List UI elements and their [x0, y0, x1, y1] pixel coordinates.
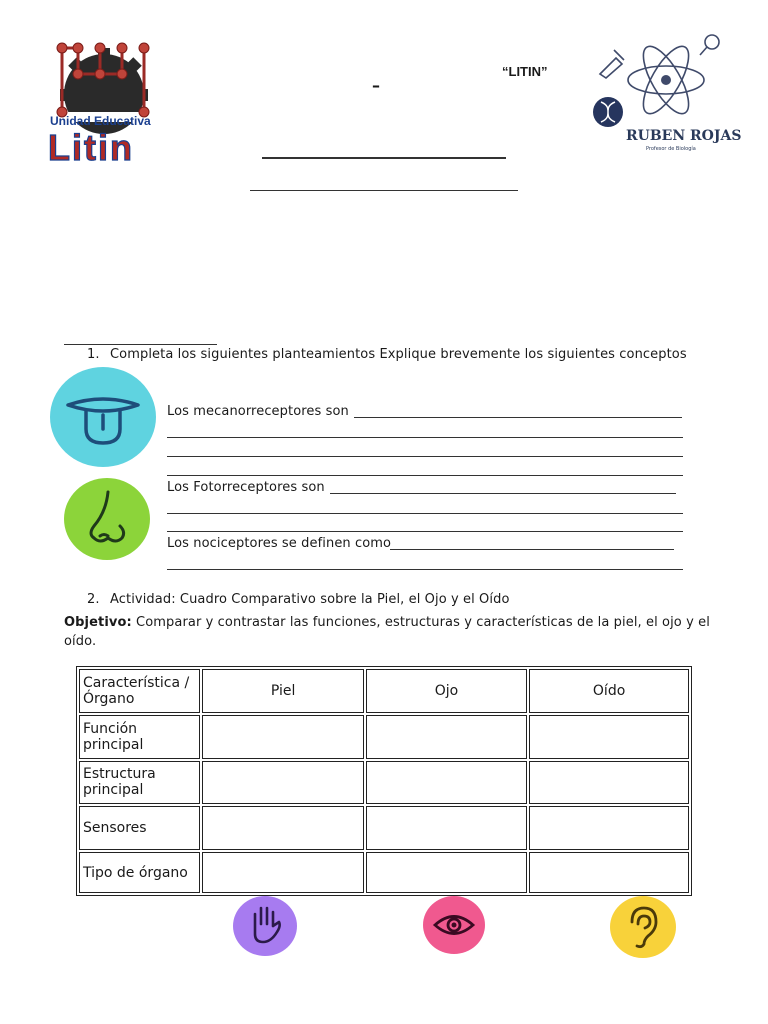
table-cell[interactable] — [529, 852, 689, 893]
teacher-logo-sub: Profesor de Biología — [646, 146, 696, 152]
mecano-fill[interactable] — [354, 417, 682, 418]
header-dash: – — [372, 76, 380, 95]
table-header-ojo: Ojo — [366, 669, 527, 713]
table-cell[interactable] — [366, 761, 527, 805]
hand-icon — [233, 896, 297, 956]
foto-label: Los Fotorreceptores son — [167, 480, 325, 495]
table-cell[interactable] — [202, 715, 363, 759]
section2-number: 2. — [87, 592, 100, 607]
objective-label: Objetivo: — [64, 615, 132, 630]
row-label-estructura: Estructura principal — [79, 761, 200, 805]
table-cell[interactable] — [366, 715, 527, 759]
school-logo-line1: Unidad Educativa — [50, 114, 151, 128]
answer-line[interactable] — [167, 513, 683, 514]
answer-line[interactable] — [167, 437, 683, 438]
table-cell[interactable] — [202, 806, 363, 850]
table-cell[interactable] — [202, 852, 363, 893]
foto-fill[interactable] — [330, 493, 676, 494]
row-label-sensores: Sensores — [79, 806, 200, 850]
ear-icon — [610, 896, 676, 958]
table-cell[interactable] — [529, 806, 689, 850]
section1-number: 1. — [87, 347, 100, 362]
school-logo — [48, 34, 162, 166]
noci-fill[interactable] — [390, 549, 674, 550]
answer-line[interactable] — [167, 569, 683, 570]
teacher-logo-name: RUBEN ROJAS — [626, 128, 742, 144]
table-cell[interactable] — [366, 852, 527, 893]
table-header-oido: Oído — [529, 669, 689, 713]
answer-line[interactable] — [167, 456, 683, 457]
row-label-tipo: Tipo de órgano — [79, 852, 200, 893]
date-line — [250, 190, 518, 191]
eye-icon — [423, 896, 485, 954]
table-cell[interactable] — [529, 761, 689, 805]
mecano-label: Los mecanorreceptores son — [167, 404, 349, 419]
answer-line[interactable] — [167, 531, 683, 532]
section1-instruction: Completa los siguientes planteamientos Explique brevemente los siguientes conceptos — [110, 347, 687, 362]
comparison-table — [76, 666, 692, 896]
teacher-logo — [588, 30, 742, 154]
table-header-piel: Piel — [202, 669, 363, 713]
objective-text: Comparar y contrastar las funciones, estructuras y características de la piel, el ojo y el oído. — [64, 615, 710, 649]
name-line — [262, 157, 506, 159]
objective — [64, 613, 714, 651]
nose-icon — [64, 478, 150, 560]
tongue-icon — [50, 367, 156, 467]
answer-line[interactable] — [167, 475, 683, 476]
noci-label: Los nociceptores se definen como — [167, 536, 392, 551]
school-logo-line2: Litin — [48, 127, 134, 168]
section2-activity: Actividad: Cuadro Comparativo sobre la Piel, el Ojo y el Oído — [110, 592, 510, 607]
table-cell[interactable] — [202, 761, 363, 805]
table-header-characteristic: Característica / Órgano — [79, 669, 200, 713]
section-underline — [64, 344, 217, 345]
title-quote: “LITIN” — [502, 64, 548, 79]
table-cell[interactable] — [366, 806, 527, 850]
table-cell[interactable] — [529, 715, 689, 759]
row-label-funcion: Función principal — [79, 715, 200, 759]
